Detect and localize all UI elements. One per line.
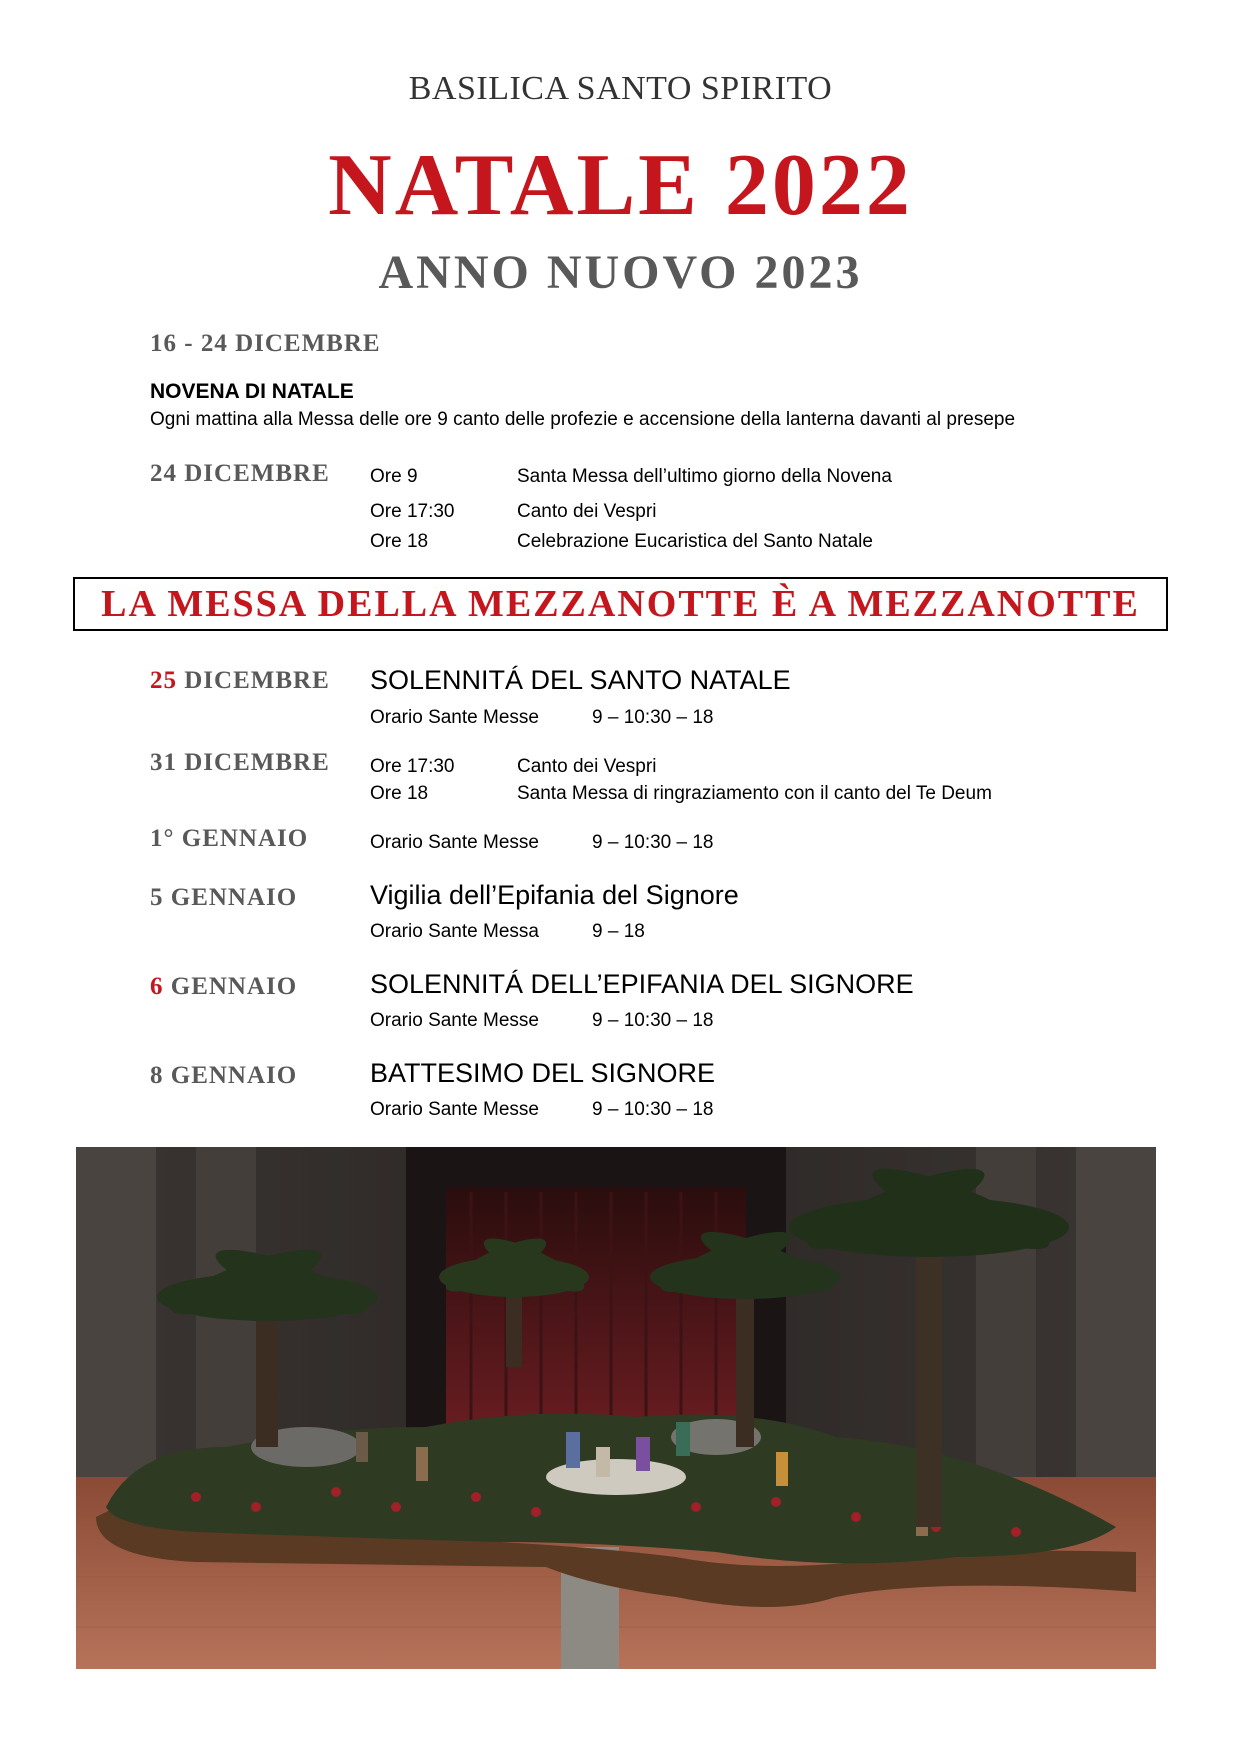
jan5-mass-label: Orario Sante Messa: [370, 921, 539, 942]
church-name: BASILICA SANTO SPIRITO: [408, 70, 833, 107]
date-jan8: 8 GENNAIO: [150, 1062, 298, 1089]
dec24-text-3: Celebrazione Eucaristica del Santo Natale: [517, 531, 873, 552]
date-jan5: 5 GENNAIO: [150, 884, 298, 911]
novena-description: Ogni mattina alla Messa delle ore 9 canto delle profezie e accensione della lanterna davanti al presepe: [150, 409, 1016, 430]
jan1-mass-label: Orario Sante Messe: [370, 832, 539, 853]
dec24-text-2: Canto dei Vespri: [517, 501, 657, 522]
jan1-mass-times: 9 – 10:30 – 18: [592, 832, 714, 853]
date-dec25-day: 25: [150, 667, 177, 694]
date-dec24: 24 DICEMBRE: [150, 460, 330, 487]
dec24-text-1: Santa Messa dell’ultimo giorno della Novena: [517, 466, 892, 487]
date-dec31: 31 DICEMBRE: [150, 749, 330, 776]
jan8-mass-label: Orario Sante Messe: [370, 1099, 539, 1120]
dec25-mass-times: 9 – 10:30 – 18: [592, 707, 714, 728]
jan5-mass-times: 9 – 18: [592, 921, 645, 942]
dec24-time-3: Ore 18: [370, 531, 429, 552]
dec24-time-2: Ore 17:30: [370, 501, 455, 522]
jan6-mass-label: Orario Sante Messe: [370, 1010, 539, 1031]
page-subtitle: ANNO NUOVO 2023: [378, 246, 863, 299]
event-title-jan6: SOLENNITÁ DELL’EPIFANIA DEL SIGNORE: [370, 969, 914, 999]
date-jan6: [150, 973, 297, 1001]
dec31-text-1: Canto dei Vespri: [517, 756, 657, 777]
dec25-mass-label: Orario Sante Messe: [370, 707, 539, 728]
dec31-text-2: Santa Messa di ringraziamento con il canto del Te Deum: [517, 783, 992, 804]
jan6-mass-times: 9 – 10:30 – 18: [592, 1010, 714, 1031]
date-dec25: [150, 667, 330, 695]
novena-dates: 16 - 24 DICEMBRE: [150, 330, 381, 357]
date-jan6-month: GENNAIO: [163, 973, 298, 1000]
dec31-time-1: Ore 17:30: [370, 756, 455, 777]
date-dec25-month: DICEMBRE: [177, 667, 330, 694]
event-title-jan8: BATTESIMO DEL SIGNORE: [370, 1058, 716, 1088]
event-title-dec25: SOLENNITÁ DEL SANTO NATALE: [370, 665, 791, 695]
nativity-scene-photo: [76, 1147, 1156, 1669]
midnight-mass-banner: [73, 577, 1168, 631]
jan8-mass-times: 9 – 10:30 – 18: [592, 1099, 714, 1120]
dec31-time-2: Ore 18: [370, 783, 429, 804]
dec24-time-1: Ore 9: [370, 466, 418, 487]
date-jan1: 1° GENNAIO: [150, 825, 309, 852]
page-title: NATALE 2022: [328, 137, 913, 234]
novena-title: NOVENA DI NATALE: [150, 380, 354, 403]
date-jan6-day: 6: [150, 973, 164, 1000]
midnight-mass-text: LA MESSA DELLA MEZZANOTTE È A MEZZANOTTE: [101, 583, 1140, 625]
event-title-jan5: Vigilia dell’Epifania del Signore: [370, 880, 739, 910]
